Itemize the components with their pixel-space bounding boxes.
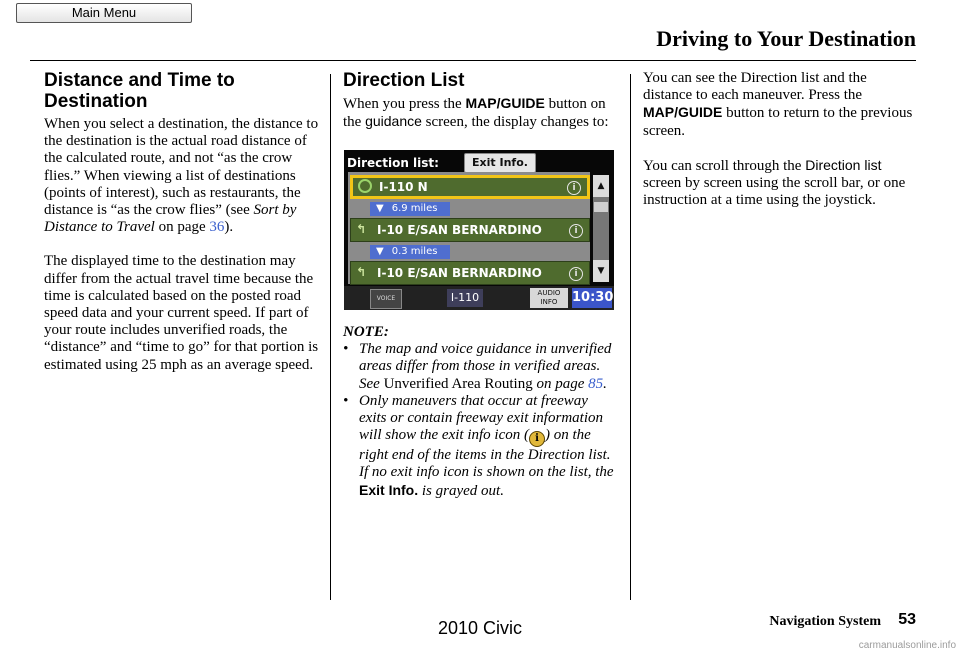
note-item: • Only maneuvers that occur at freeway exits or contain freeway exit information will show the exit info icon ( i ) on the right end of the items in the Direction list. If no exit info icon is shown on the list, the Exit Info. is grayed out. — [343, 392, 614, 499]
screen-status-bar — [344, 286, 614, 322]
watermark: carmanualsonline.info — [858, 640, 956, 651]
screen-title: Direction list: — [347, 156, 439, 170]
direction-row — [350, 261, 590, 285]
distance-value: 0.3 miles — [391, 246, 438, 257]
text: ). — [224, 219, 234, 236]
down-arrow-icon: ▼ — [376, 246, 384, 257]
direction-road: I-110 N — [379, 180, 428, 194]
origin-icon — [358, 179, 372, 193]
column-divider-left — [330, 74, 331, 600]
text: on page — [154, 219, 210, 236]
voice-button: VOICE — [370, 289, 402, 309]
text: on page — [532, 375, 589, 392]
paragraph-direction-list-view — [643, 70, 917, 140]
audio-info-button — [530, 288, 568, 308]
paragraph-distance — [44, 116, 320, 236]
exit-info-button: Exit Info. — [464, 153, 536, 173]
text: Only maneuvers that occur at freeway exits or contain freeway exit information will show the exit info icon ( — [359, 392, 603, 444]
note-label: NOTE: — [343, 324, 389, 340]
text: screen by screen using the scroll bar, or one instruction at a time using the joystick. — [643, 175, 906, 209]
direction-road: I-10 E/SAN BERNARDINO — [377, 266, 542, 280]
info-label: INFO — [540, 298, 558, 306]
direction-row — [350, 218, 590, 242]
down-arrow-icon: ▼ — [376, 203, 384, 214]
footer-section: Navigation System — [769, 614, 881, 629]
scroll-down-icon: ▼ — [593, 260, 609, 282]
note-item: • The map and voice guidance in unverified areas differ from those in verified areas. See Unverified Area Routing on page 85. — [343, 341, 612, 392]
turn-arrow-icon: ↰ — [356, 222, 367, 236]
text: When you press the — [343, 96, 466, 112]
text: screen, the display changes to: — [421, 114, 609, 131]
exit-info-icon: i — [529, 431, 545, 447]
text: You can scroll through the — [643, 157, 806, 174]
text: ) on the right end of the items in the Direction list. If no exit info icon is shown on the list, the — [359, 427, 614, 481]
page-number: 53 — [898, 611, 916, 628]
main-menu-button[interactable]: Main Menu — [16, 3, 192, 23]
clock: 10:30 — [572, 288, 612, 308]
distance-bar — [370, 202, 450, 216]
button-name-exit-info: Exit Info. — [359, 481, 419, 498]
button-name-map-guide: MAP/GUIDE — [643, 104, 723, 121]
scroll-thumb — [594, 202, 608, 212]
text: is grayed out. — [418, 482, 504, 499]
direction-row — [350, 175, 590, 199]
page-link-85[interactable]: 85 — [588, 375, 604, 392]
header-divider — [30, 60, 916, 61]
page-title: Driving to Your Destination — [656, 26, 916, 51]
direction-list — [348, 172, 590, 284]
notes — [343, 324, 619, 500]
right-column — [643, 70, 917, 209]
direction-list-screenshot — [344, 150, 614, 322]
column-divider-right — [630, 74, 631, 600]
scroll-up-icon: ▲ — [593, 175, 609, 197]
reference-unverified-area-routing: Unverified Area Routing — [383, 375, 533, 392]
text: button on the — [343, 96, 606, 131]
paragraph-scroll — [643, 157, 917, 210]
screen-name-direction-list: Direction list — [805, 156, 882, 173]
audio-label: AUDIO — [537, 289, 561, 297]
text: When you select a destination, the distance to the destination is the actual road distance of the calculated route, and not “as the crow flies.” When viewing a list of destinations (points of interest), such as restaurants, the distance is “as the crow flies” (see — [44, 116, 319, 219]
page-link-36[interactable]: 36 — [209, 219, 225, 236]
info-icon: i — [569, 267, 583, 281]
info-icon: i — [569, 224, 583, 238]
info-icon: i — [567, 181, 581, 195]
footer-model: 2010 Civic — [437, 618, 523, 638]
turn-arrow-icon: ↰ — [356, 265, 367, 279]
section-heading-distance-time: Distance and Time to Destination — [44, 70, 235, 112]
distance-bar — [370, 245, 450, 259]
note-list — [343, 341, 619, 500]
button-name-map-guide: MAP/GUIDE — [465, 95, 545, 111]
text: You can see the Direction list and the distance to each maneuver. Press the — [643, 70, 867, 104]
text: The map and voice guidance in unverified areas differ from those in verified areas. See — [359, 341, 612, 392]
scrollbar — [593, 175, 609, 282]
paragraph-direction-intro — [343, 95, 619, 131]
distance-value: 6.9 miles — [391, 203, 438, 214]
paragraph-time: The displayed time to the destination may differ from the actual travel time because the time is calculated based on the posted road speed data and your current speed. If part of your route includes unverified roads, the “distance” and “time to go” for that portion is estimated using 25 mph as an average speed. — [44, 253, 319, 373]
left-column — [44, 70, 320, 374]
text: button to return to the previous screen. — [643, 105, 913, 139]
section-heading-direction-list: Direction List — [343, 70, 465, 91]
direction-road: I-10 E/SAN BERNARDINO — [377, 223, 542, 237]
current-road: I-110 N — [447, 289, 483, 307]
text: . — [603, 375, 607, 392]
middle-column — [343, 70, 619, 131]
screen-name-guidance: guidance — [365, 113, 422, 130]
reference-sort-by-distance: Sort by Distance to Travel — [44, 202, 297, 236]
